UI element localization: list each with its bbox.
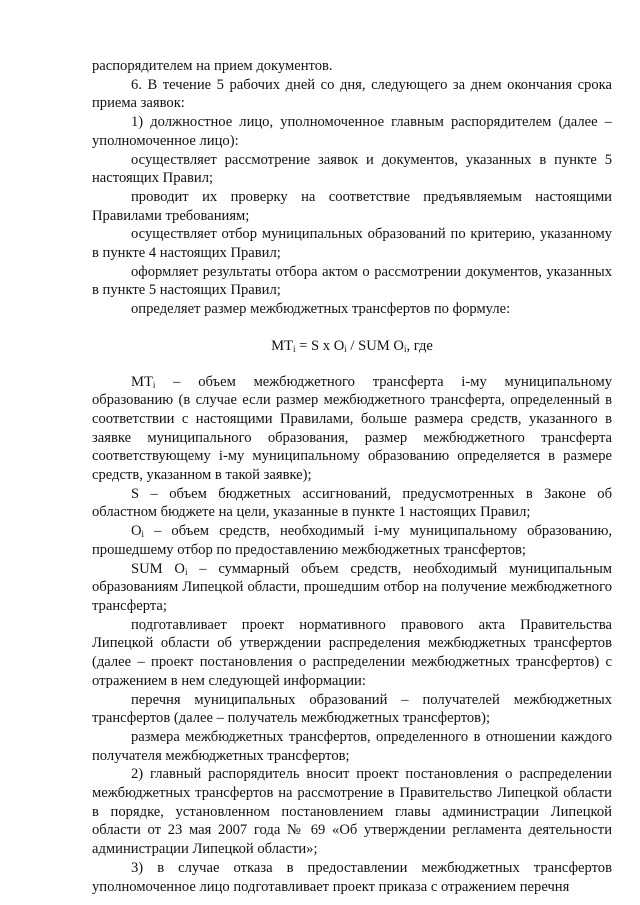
paragraph: 3) в случае отказа в предоставлении межбюджетных трансфертов уполномоченное лицо подготавливает проект приказа с отражением перечня: [92, 859, 612, 895]
formula: $MT_i = S$ x $O_i$ / SUM $O_i$, где: [271, 337, 433, 354]
definition-s: S – объем бюджетных ассигнований, предусмотренных в Законе об областном бюджете на цели, указанные в пункте 1 настоящих Правил;: [92, 485, 612, 521]
paragraph: определяет размер межбюджетных трансфертов по формуле:: [131, 301, 511, 318]
paragraph: осуществляет рассмотрение заявок и документов, указанных в пункте 5 настоящих Правил;: [92, 151, 612, 187]
paragraph: перечня муниципальных образований – получателей межбюджетных трансфертов (далее – получатель межбюджетных трансфертов);: [92, 691, 612, 727]
paragraph: осуществляет отбор муниципальных образований по критерию, указанному в пункте 4 настоящих Правил;: [92, 226, 612, 262]
paragraph: размера межбюджетных трансфертов, определенного в отношении каждого получателя межбюджетных трансфертов;: [92, 728, 612, 764]
paragraph: 1) должностное лицо, уполномоченное главным распорядителем (далее – уполномоченное лицо):: [92, 114, 612, 149]
paragraph: 6. В течение 5 рабочих дней со дня, следующего за днем окончания срока приема заявок:: [92, 76, 612, 112]
paragraph: оформляет результаты отбора актом о рассмотрении документов, указанных в пункте 5 настоящих Правил;: [92, 263, 612, 299]
paragraph: 2) главный распорядитель вносит проект постановления о распределении межбюджетных трансфертов на рассмотрение в Правительство Липецкой области в порядке, установленном постановлением главы администрации Липецкой области от 23 мая 2007 года № 69 «Об утверждении регламента деятельности администрации Липецкой области»;: [92, 766, 612, 858]
paragraph: распорядителем на прием документов.: [92, 58, 333, 74]
definition-mt: $MT_i$ – объем межбюджетного трансферта i-му муниципальному образованию (в случае если размер межбюджетного трансферта, определенный в соответствии с настоящими Правилами, больше размера средств, указанного в заявке муниципального образования, размер межбюджетного трансферта соответствующему i-му муниципальному образованию определяется в размере средств, указанном в такой заявке);: [92, 373, 612, 484]
document-page: [92, 57, 612, 896]
paragraph: подготавливает проект нормативного правового акта Правительства Липецкой области об утверждении распределения межбюджетных трансфертов (далее – проект постановления о распределении межбюджетных трансфертов) с отражением в нем следующей информации:: [92, 616, 612, 689]
definition-sum: SUM $O_i$ – суммарный объем средств, необходимый муниципальным образованиям Липецкой области, прошедшим отбор на получение межбюджетного трансферта;: [92, 560, 612, 614]
paragraph: проводит их проверку на соответствие предъявляемым настоящими Правилами требованиям;: [92, 188, 612, 224]
definition-o: $O_i$ – объем средств, необходимый i-му муниципальному образованию, прошедшему отбор по предоставлению межбюджетных трансфертов;: [92, 523, 612, 558]
